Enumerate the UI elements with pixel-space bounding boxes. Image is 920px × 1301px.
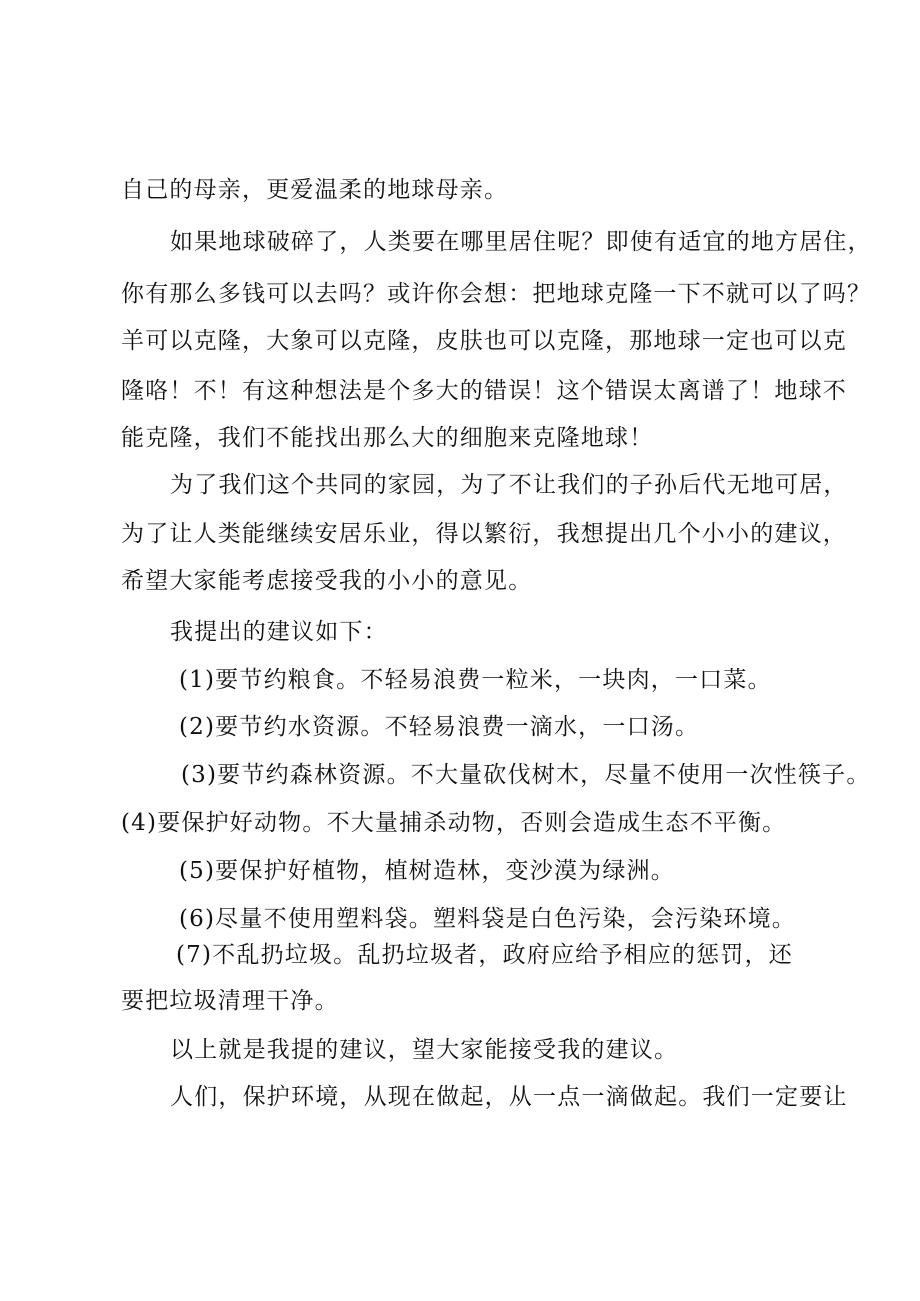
- text-line-5: 隆咯！不！有这种想法是个多大的错误！这个错误太离谱了！地球不: [121, 378, 847, 404]
- text-line-17: (7)不乱扔垃圾。乱扔垃圾者，政府应给予相应的惩罚，还: [176, 942, 793, 968]
- text-line-6: 能克隆，我们不能找出那么大的细胞来克隆地球！: [121, 425, 654, 451]
- text-line-13: (3)要节约森林资源。不大量砍伐树木，尽量不使用一次性筷子。: [181, 762, 871, 788]
- text-line-10: 我提出的建议如下：: [170, 619, 388, 645]
- text-line-3: 你有那么多钱可以去吗？或许你会想：把地球克隆一下不就可以了吗？: [121, 281, 872, 307]
- text-line-18: 要把垃圾清理干净。: [121, 988, 339, 1014]
- text-line-1: 自己的母亲，更爱温柔的地球母亲。: [121, 177, 509, 203]
- text-line-12: (2)要节约水资源。不轻易浪费一滴水，一口汤。: [179, 714, 700, 740]
- text-line-20: 人们，保护环境，从现在做起，从一点一滴做起。我们一定要让: [170, 1084, 848, 1110]
- text-line-14: (4)要保护好动物。不大量捕杀动物，否则会造成生态不平衡。: [121, 810, 787, 836]
- text-line-7: 为了我们这个共同的家园，为了不让我们的子孙后代无地可居，: [170, 472, 848, 498]
- text-line-8: 为了让人类能继续安居乐业，得以繁衍，我想提出几个小小的建议，: [121, 521, 847, 547]
- text-line-11: (1)要节约粮食。不轻易浪费一粒米，一块肉，一口菜。: [179, 667, 772, 693]
- text-line-19: 以上就是我提的建议，望大家能接受我的建议。: [170, 1037, 679, 1063]
- text-line-2: 如果地球破碎了，人类要在哪里居住呢？即使有适宜的地方居住，: [170, 229, 872, 255]
- text-line-4: 羊可以克隆，大象可以克隆，皮肤也可以克隆，那地球一定也可以克: [121, 328, 847, 354]
- text-line-16: (6)尽量不使用塑料袋。塑料袋是白色污染，会污染环境。: [179, 906, 796, 932]
- text-line-9: 希望大家能考虑接受我的小小的意见。: [121, 568, 533, 594]
- text-line-15: (5)要保护好植物，植树造林，变沙漠为绿洲。: [179, 858, 675, 884]
